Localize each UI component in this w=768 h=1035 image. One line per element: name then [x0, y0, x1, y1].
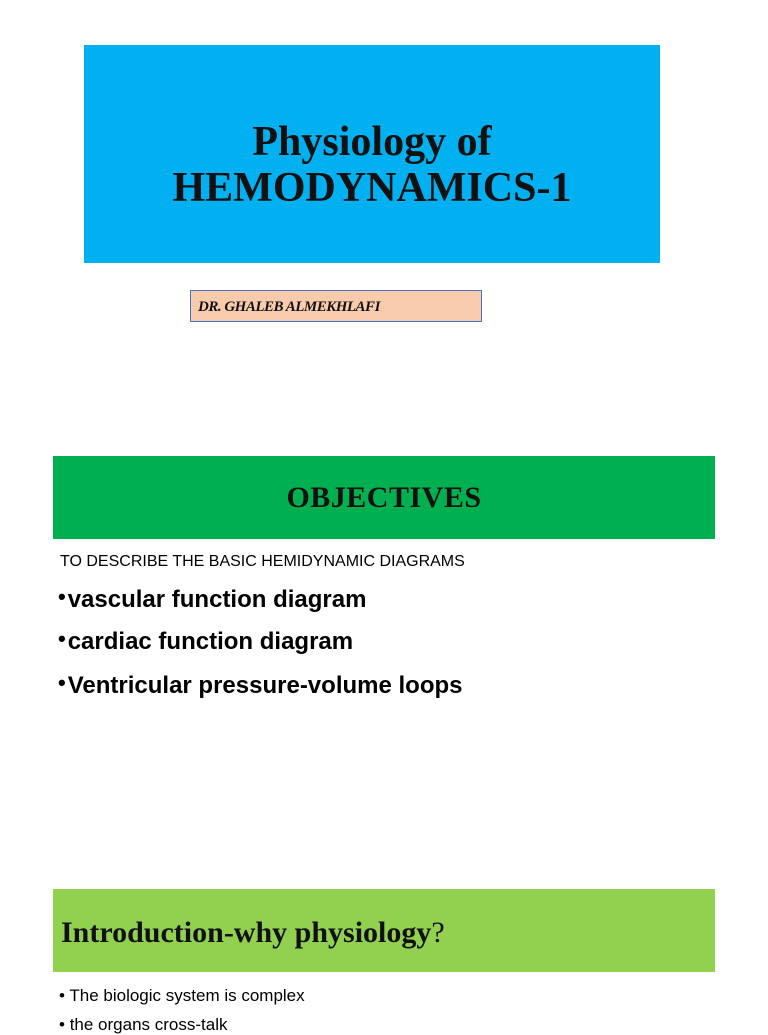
introduction-title: [61, 916, 445, 950]
intro-bullet-text: the organs cross-talk: [69, 1015, 228, 1034]
objective-item-pv-loops: [58, 672, 463, 700]
intro-bullet-1: [59, 986, 305, 1006]
objective-item-cardiac: [58, 628, 353, 656]
bullet-icon: •: [58, 626, 66, 651]
bullet-icon: •: [58, 584, 66, 609]
objective-item-vascular: [58, 586, 366, 614]
author-label: DR. GHALEB ALMEKHLAFI: [190, 290, 482, 322]
objectives-intro: TO DESCRIBE THE BASIC HEMIDYNAMIC DIAGRAMS: [60, 553, 465, 570]
bullet-icon: •: [59, 986, 65, 1005]
bullet-icon: •: [58, 670, 66, 695]
introduction-header: [53, 889, 715, 972]
intro-bullet-text: The biologic system is complex: [69, 986, 305, 1005]
title-line-1: Physiology of: [252, 119, 492, 165]
introduction-title-bold: Introduction-why physiology: [61, 915, 432, 949]
introduction-title-suffix: ?: [431, 915, 445, 949]
objectives-header: [53, 456, 715, 539]
intro-bullet-2: [59, 1015, 227, 1035]
objective-text: vascular function diagram: [67, 586, 367, 613]
bullet-icon: •: [59, 1015, 65, 1034]
title-box: [84, 45, 660, 263]
title-line-2: HEMODYNAMICS-1: [172, 165, 572, 211]
objectives-title: OBJECTIVES: [286, 480, 482, 514]
objective-text: Ventricular pressure-volume loops: [67, 672, 463, 699]
objective-text: cardiac function diagram: [67, 628, 354, 655]
